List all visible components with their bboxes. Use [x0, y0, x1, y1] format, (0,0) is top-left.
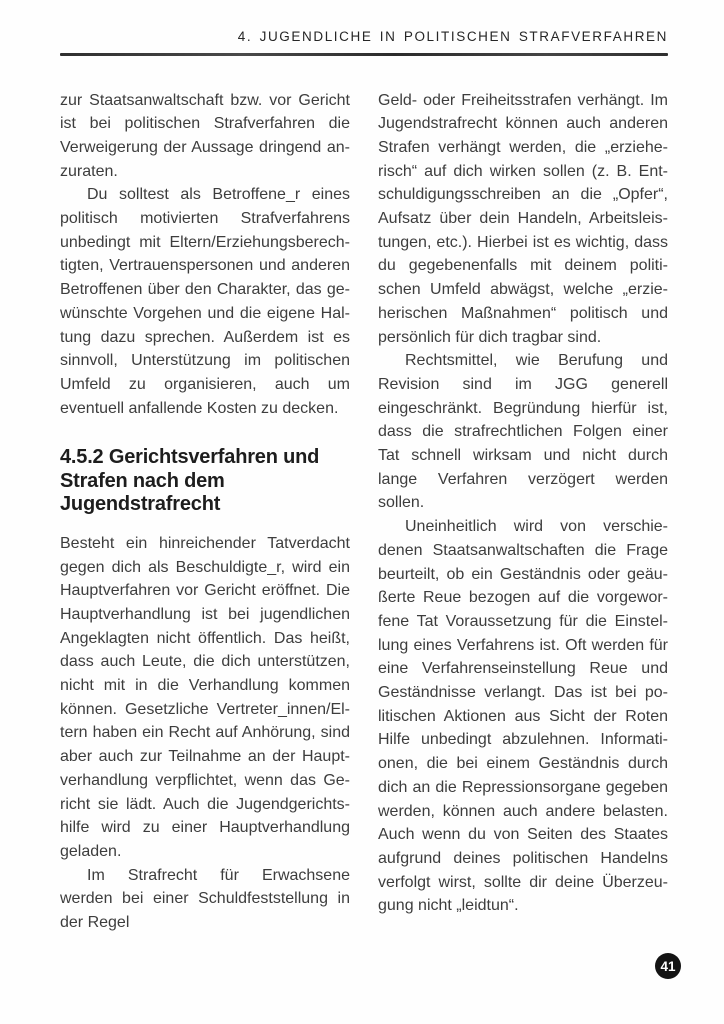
chapter-header-title: 4. JUGENDLICHE IN POLITISCHEN STRAFVERFAHREN — [237, 29, 668, 44]
right-column — [378, 89, 668, 935]
paragraph: Uneinheitlich wird von verschiedenen Staatsanwaltschaften die Frage beurteilt, ob ein Geständnis oder geäußerte Reue bezogen auf die vorgeworfene Tat Voraussetzung für die Einstellung eines Verfahrens ist. Oft werden für eine Verfahrenseinstellung Reue und Geständnisse verlangt. Das ist bei politischen Aktionen aus Sicht der Roten Hilfe unbedingt abzulehnen. Informationen, die bei einem Geständnis durch dich an die Repressionsorgane gegeben werden, können auch andere belasten. Auch wenn du von Seiten des Staates aufgrund deines politischen Handelns verfolgt wirst, sollte dir deine Überzeugung nicht „leidtun“. — [378, 518, 668, 915]
page-number-badge: 41 — [655, 953, 681, 979]
left-column — [60, 89, 350, 935]
paragraph: Rechtsmittel, wie Berufung und Revision sind im JGG generell eingeschränkt. Begründung hierfür ist, dass die strafrechtlichen Folgen einer Tat schnell wirksam und nicht durch lange Verfahren verzögert werden sollen. — [378, 352, 668, 512]
paragraph: Besteht ein hinreichender Tatverdacht gegen dich als Beschuldigte_r, wird ein Hauptverfahren vor Gericht eröffnet. Die Hauptverhandlung ist bei jugendlichen Angeklagten nicht öffentlich. Das heißt, dass auch Leute, die dich unterstützen, nicht mit in die Verhandlung kommen können. Gesetzliche Vertreter_innen/Eltern haben ein Recht auf Anhörung, sind aber auch zur Teilnahme an der Hauptverhandlung verpflichtet, wenn das Gericht sie lädt. Auch die Jugendgerichtshilfe wird zu einer Hauptverhandlung geladen. — [60, 534, 350, 860]
header-rule — [60, 53, 668, 56]
page-header — [0, 0, 724, 56]
paragraph: Du solltest als Betroffene_r eines politisch motivierten Strafverfahrens unbedingt mit Eltern/Erziehungsberechtigten, Vertrauenspersonen und anderen Betroffenen über den Charakter, das gewünschte Vorgehen und die eigene Haltung dazu sprechen. Außerdem ist es sinnvoll, Unterstützung im politischen Umfeld zu organisieren, auch um eventuell anfallende Kosten zu decken. — [60, 186, 350, 417]
two-column-text — [0, 89, 724, 935]
section-heading-line-2: Strafen nach dem Jugendstrafrecht — [60, 469, 225, 516]
section-heading-4-5-2 — [60, 446, 350, 517]
section-heading-line-1: 4.5.2 Gerichtsverfahren und — [60, 446, 320, 469]
paragraph: Geld- oder Freiheitsstrafen verhängt. Im Jugendstrafrecht können auch anderen Strafen verhängt werden, die „erzieherisch“ auf dich wirken sollen (z. B. Entschuldigungsschreiben an die „Opfer“, Aufsatz über dein Handeln, Arbeitsleistungen, etc.). Hierbei ist es wichtig, dass du gegebenenfalls mit deinem politischen Umfeld abwägst, welche „erzieherischen Maßnahmen“ politisch und persönlich für dich tragbar sind. — [378, 91, 668, 346]
paragraph: zur Staatsanwaltschaft bzw. vor Gericht ist bei politischen Strafverfahren die Verweigerung der Aussage dringend anzuraten. — [60, 91, 350, 180]
paragraph: Im Strafrecht für Erwachsene werden bei einer Schuldfeststellung in der Regel — [60, 866, 350, 932]
